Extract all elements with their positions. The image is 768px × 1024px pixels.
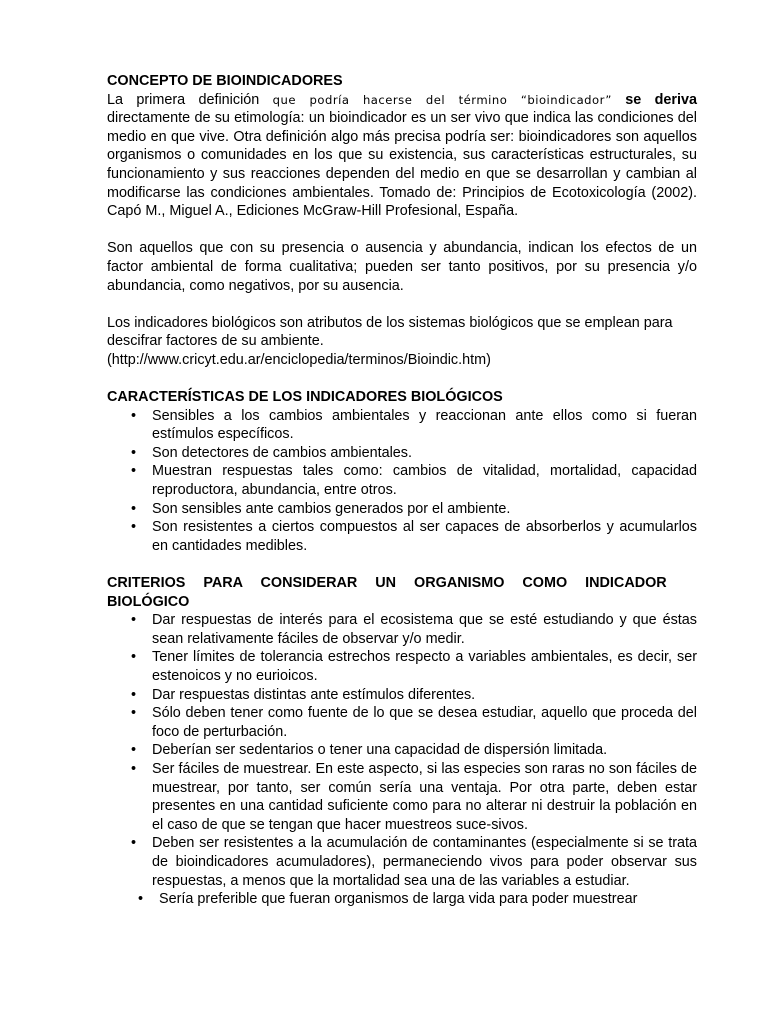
- section-title-criterios: CRITERIOS PARA CONSIDERAR UN ORGANISMO COMO INDICADOR: [107, 575, 667, 592]
- definition-narrow-text: que podría hacerse del término “bioindicador”: [272, 92, 612, 107]
- bullet-icon: •: [138, 891, 144, 908]
- bullet-icon: •: [131, 705, 137, 722]
- paragraph-attributes: Los indicadores biológicos son atributos de los sistemas biológicos que se emplean para descifrar factores de su ambiente.: [107, 314, 673, 350]
- paragraph-definition: directamente de su etimología: un bioindicador es un ser vivo que indica las condiciones del medio en que vive. Otra definición algo más precisa podría ser: bioindicadores son aquellos organismos o comunidades en los que su existencia, sus características estructurales, su funcionamiento y sus reacciones dependen del medio en que se desarrollan y cambian al modificarse las condiciones ambientales. Tomado de: Principios de Ecotoxicología (2002). Capó M., Miguel A., Ediciones McGraw-Hill Profesional, España.: [107, 110, 697, 220]
- list-item: • Tener límites de tolerancia estrechos respecto a variables ambientales, es decir, ser estenoicos y no eurioicos.: [131, 649, 697, 684]
- bullet-icon: •: [131, 612, 137, 629]
- list-item: • Sería preferible que fueran organismos de larga vida para poder muestrear: [138, 891, 638, 908]
- caracteristicas-list: [107, 407, 697, 556]
- bullet-icon: •: [131, 519, 137, 536]
- definition-bold-text: se deriva: [611, 91, 697, 108]
- list-item: • Sólo deben tener como fuente de lo que se desea estudiar, aquello que proceda del foco de perturbación.: [131, 705, 697, 740]
- section-title-caracteristicas: CARACTERÍSTICAS DE LOS INDICADORES BIOLÓGICOS: [107, 389, 503, 406]
- section-title-criterios-line2: BIOLÓGICO: [107, 593, 190, 610]
- list-item: • Son detectores de cambios ambientales.: [131, 444, 412, 461]
- list-item: • Dar respuestas de interés para el ecosistema que se esté estudiando y que éstas sean relativamente fáciles de observar y/o medir.: [131, 612, 697, 647]
- list-item: • Muestran respuestas tales como: cambios de vitalidad, mortalidad, capacidad reproductora, abundancia, entre otros.: [131, 463, 697, 499]
- paragraph-definition-line1: [107, 91, 697, 110]
- list-item: • Son resistentes a ciertos compuestos al ser capaces de absorberlos y acumularlos en cantidades medibles.: [131, 519, 697, 554]
- list-item: • Son sensibles ante cambios generados por el ambiente.: [131, 500, 511, 517]
- bullet-icon: •: [131, 760, 137, 777]
- list-item: • Dar respuestas distintas ante estímulos diferentes.: [131, 686, 476, 703]
- bullet-icon: •: [131, 444, 137, 461]
- bullet-icon: •: [131, 835, 137, 852]
- bullet-icon: •: [131, 463, 137, 480]
- bullet-icon: •: [131, 742, 137, 759]
- document-page: [107, 72, 697, 909]
- paragraph-presence: Son aquellos que con su presencia o ausencia y abundancia, indican los efectos de un factor ambiental de forma cualitativa; pueden ser tanto positivos, por su presencia y/o abundancia, como negativos, por su ausencia.: [107, 240, 697, 294]
- bullet-icon: •: [131, 649, 137, 666]
- list-item: • Deberían ser sedentarios o tener una capacidad de dispersión limitada.: [131, 742, 608, 759]
- bullet-icon: •: [131, 500, 137, 517]
- criterios-list: [107, 611, 697, 909]
- list-item: • Deben ser resistentes a la acumulación de contaminantes (especialmente si se trata de bioindicadores acumuladores), permaneciendo vivos para poder observar sus respuestas, a menos que la mortalidad sea una de las variables a estudiar.: [131, 835, 697, 889]
- section-title-concepto: CONCEPTO DE BIOINDICADORES: [107, 73, 343, 89]
- reference-url: (http://www.cricyt.edu.ar/enciclopedia/terminos/Bioindic.htm): [107, 351, 491, 368]
- definition-intro: La primera definición: [107, 91, 273, 108]
- bullet-icon: •: [131, 407, 137, 424]
- list-item: • Sensibles a los cambios ambientales y reaccionan ante ellos como si fueran estímulos específicos.: [131, 407, 697, 443]
- bullet-icon: •: [131, 686, 137, 703]
- list-item: • Ser fáciles de muestrear. En este aspecto, si las especies son raras no son fáciles de muestrear, por tanto, ser común sería una ventaja. Por otra parte, deben estar presentes en una cantidad suficiente como para no alterar ni destruir la población en el caso de que se tengan que hacer muestreos suce-sivos.: [131, 760, 697, 833]
